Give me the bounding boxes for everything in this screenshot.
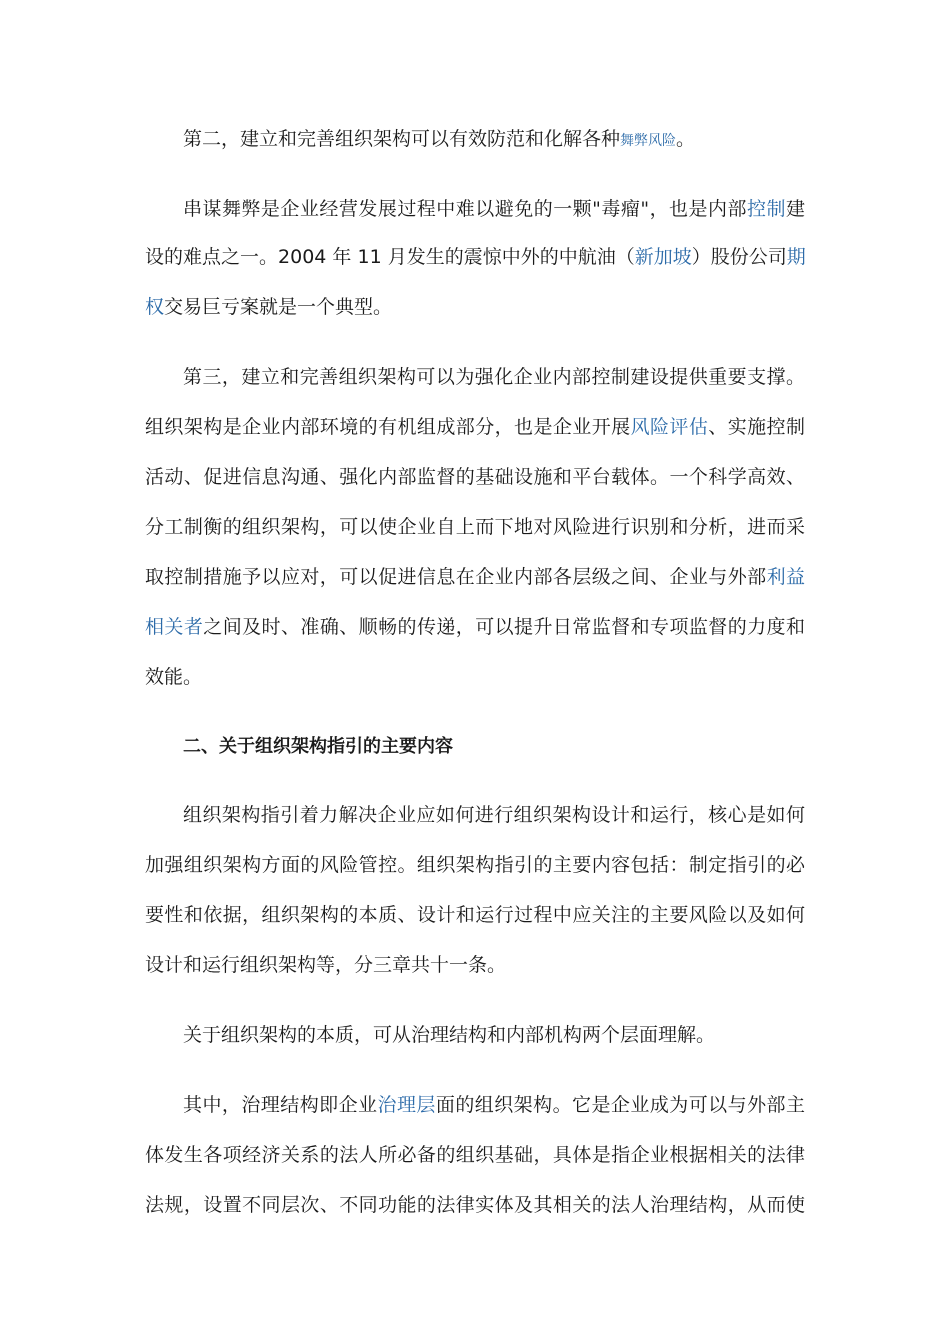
link-singapore[interactable]: 新加坡	[634, 246, 692, 268]
year-number: 2004	[278, 246, 327, 268]
paragraph-governance-line-2: 体发生各项经济关系的法人所必备的组织基础，具体是指企业根据相关的法律	[145, 1144, 805, 1166]
paragraph-essence: 关于组织架构的本质，可从治理结构和内部机构两个层面理解。	[183, 1024, 716, 1046]
text: 、实施控制	[708, 416, 805, 438]
paragraph-governance-line-3: 法规，设置不同层次、不同功能的法律实体及其相关的法人治理结构，从而使	[145, 1194, 805, 1216]
text: 取控制措施予以应对，可以促进信息在企业内部各层级之间、企业与外部	[145, 566, 767, 588]
paragraph-support-line-3: 活动、促进信息沟通、强化内部监督的基础设施和平台载体。一个科学高效、	[145, 466, 805, 488]
link-governance-level[interactable]: 治理层	[377, 1094, 436, 1116]
paragraph-fraud-risk	[183, 126, 805, 154]
paragraph-collusion-line-2	[145, 244, 805, 270]
link-options-part1[interactable]: 期	[786, 246, 806, 268]
section-heading: 二、关于组织架构指引的主要内容	[183, 736, 453, 757]
paragraph-guideline-line-4: 设计和运行组织架构等，分三章共十一条。	[145, 954, 507, 976]
link-control[interactable]: 控制	[747, 198, 786, 220]
text: 组织架构是企业内部环境的有机组成部分，也是企业开展	[145, 416, 631, 438]
link-stakeholders-part2[interactable]: 相关者	[145, 616, 204, 638]
link-options-part2[interactable]: 权	[145, 296, 165, 318]
text: 面的组织架构。它是企业成为可以与外部主	[435, 1094, 805, 1116]
paragraph-support-line-5	[145, 564, 805, 590]
link-fraud-risk[interactable]: 舞弊风险	[620, 133, 677, 149]
paragraph-guideline-line-2: 加强组织架构方面的风险管控。组织架构指引的主要内容包括：制定指引的必	[145, 854, 805, 876]
text: 建	[785, 198, 805, 220]
paragraph-support-line-6	[145, 614, 805, 640]
link-risk-assessment[interactable]: 风险评估	[630, 416, 709, 438]
text: 第二，建立和完善组织架构可以有效防范和化解各种	[183, 128, 621, 150]
text: 之间及时、准确、顺畅的传递，可以提升日常监督和专项监督的力度和	[203, 616, 805, 638]
paragraph-support-line-1: 第三，建立和完善组织架构可以为强化企业内部控制建设提供重要支撑。	[183, 366, 805, 388]
text: 设的难点之一。	[145, 246, 279, 268]
text: 月发生的震惊中外的中航油（	[387, 246, 635, 268]
paragraph-support-line-4: 分工制衡的组织架构，可以使企业自上而下地对风险进行识别和分析，进而采	[145, 516, 805, 538]
text: 其中，治理结构即企业	[183, 1094, 378, 1116]
paragraph-guideline-line-1: 组织架构指引着力解决企业应如何进行组织架构设计和运行，核心是如何	[183, 804, 805, 826]
paragraph-support-line-2	[145, 414, 805, 440]
paragraph-guideline-line-3: 要性和依据，组织架构的本质、设计和运行过程中应关注的主要风险以及如何	[145, 904, 805, 926]
text: ）股份公司	[691, 246, 787, 268]
text: 串谋舞弊是企业经营发展过程中难以避免的一颗"毒瘤"，也是内部	[183, 198, 747, 220]
text: 年	[332, 246, 352, 268]
paragraph-support-line-7: 效能。	[145, 666, 203, 688]
text: 。	[676, 128, 696, 150]
paragraph-governance-line-1	[183, 1092, 805, 1118]
paragraph-collusion-line-1	[183, 196, 805, 222]
link-stakeholders-part1[interactable]: 利益	[766, 566, 805, 588]
month-number: 11	[357, 246, 382, 268]
text: 交易巨亏案就是一个典型。	[164, 296, 393, 318]
paragraph-collusion-line-3	[145, 294, 805, 320]
